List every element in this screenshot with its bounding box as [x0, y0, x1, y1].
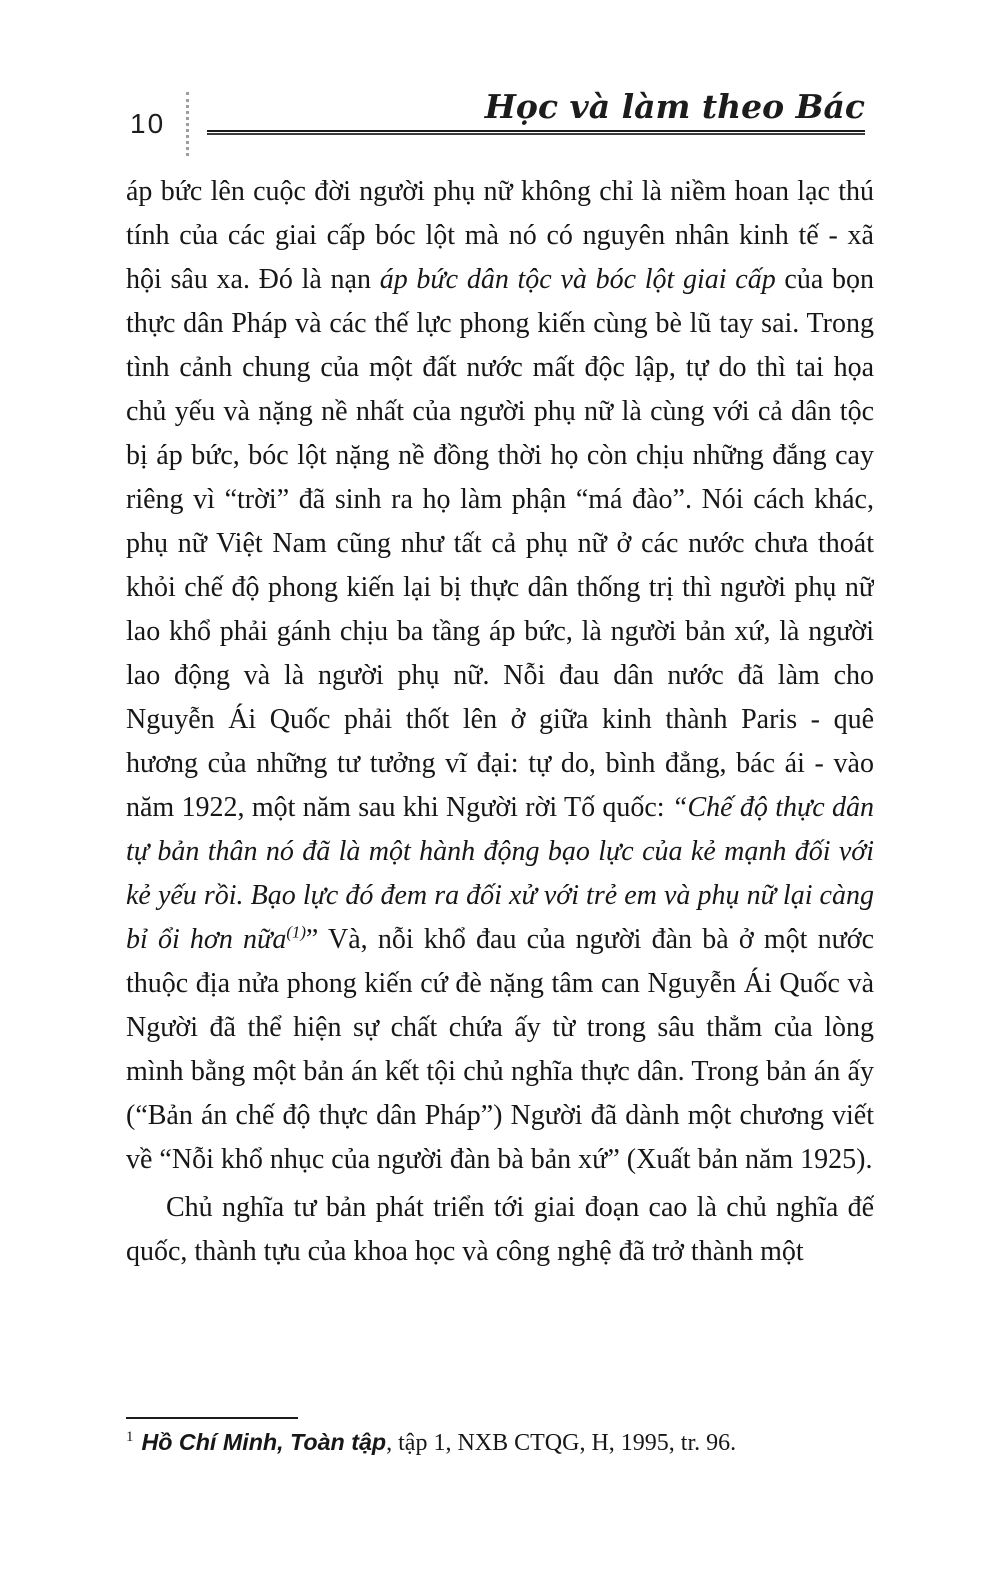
body-paragraph-2: Chủ nghĩa tư bản phát triển tới giai đoạn cao là chủ nghĩa đế quốc, thành tựu của khoa học và công nghệ đã trở thành một	[126, 1192, 874, 1267]
page-number: 10	[130, 108, 166, 139]
footnote	[126, 1417, 874, 1461]
footnote-marker: 1	[126, 1429, 134, 1445]
body-text	[126, 170, 874, 1274]
footnote-text	[126, 1426, 874, 1461]
running-head	[207, 86, 865, 132]
footnote-citation: Hồ Chí Minh, Toàn tập, tập 1, NXB CTQG, H, 1995, tr. 96.	[141, 1429, 737, 1456]
footnote-rule	[126, 1417, 298, 1419]
running-head-title: Học và làm theo Bác	[484, 87, 865, 126]
body-paragraph-1: áp bức lên cuộc đời người phụ nữ không chỉ là niềm hoan lạc thú tính của các giai cấp bóc lột mà nó có nguyên nhân kinh tế - xã hội sâu xa. Đó là nạn áp bức dân tộc và bóc lột giai cấp của bọn thực dân Pháp và các thế lực phong kiến cùng bè lũ tay sai. Trong tình cảnh chung của một đất nước mất độc lập, tự do thì tai họa chủ yếu và nặng nề nhất của người phụ nữ là cùng với cả dân tộc bị áp bức, bóc lột nặng nề đồng thời họ còn chịu những đắng cay riêng vì “trời” đã sinh ra họ làm phận “má đào”. Nói cách khác, phụ nữ Việt Nam cũng như tất cả phụ nữ ở các nước chưa thoát khỏi chế độ phong kiến lại bị thực dân thống trị thì người phụ nữ lao khổ phải gánh chịu ba tầng áp bức, là người bản xứ, là người lao động và là người phụ nữ. Nỗi đau dân nước đã làm cho Nguyễn Ái Quốc phải thốt lên ở giữa kinh thành Paris - quê hương của những tư tưởng vĩ đại: tự do, bình đẳng, bác ái - vào năm 1922, một năm sau khi Người rời Tố quốc: “Chế độ thực dân tự bản thân nó đã là một hành động bạo lực của kẻ mạnh đối với kẻ yếu rồi. Bạo lực đó đem ra đối xử với trẻ em và phụ nữ lại càng bỉ ổi hơn nữa$^{(1)}$” Và, nỗi khổ đau của người đàn bà ở một nước thuộc địa nửa phong kiến cứ đè nặng tâm can Nguyễn Ái Quốc và Người đã thể hiện sự chất chứa ấy từ trong sâu thẳm của lòng mình bằng một bản án kết tội chủ nghĩa thực dân. Trong bản án ấy (“Bản án chế độ thực dân Pháp”) Người đã dành một chương viết về “Nỗi khổ nhục của người đàn bà bản xứ” (Xuất bản năm 1925).	[126, 176, 874, 1175]
header-rule	[207, 130, 865, 132]
header-ornament-divider	[186, 92, 189, 156]
